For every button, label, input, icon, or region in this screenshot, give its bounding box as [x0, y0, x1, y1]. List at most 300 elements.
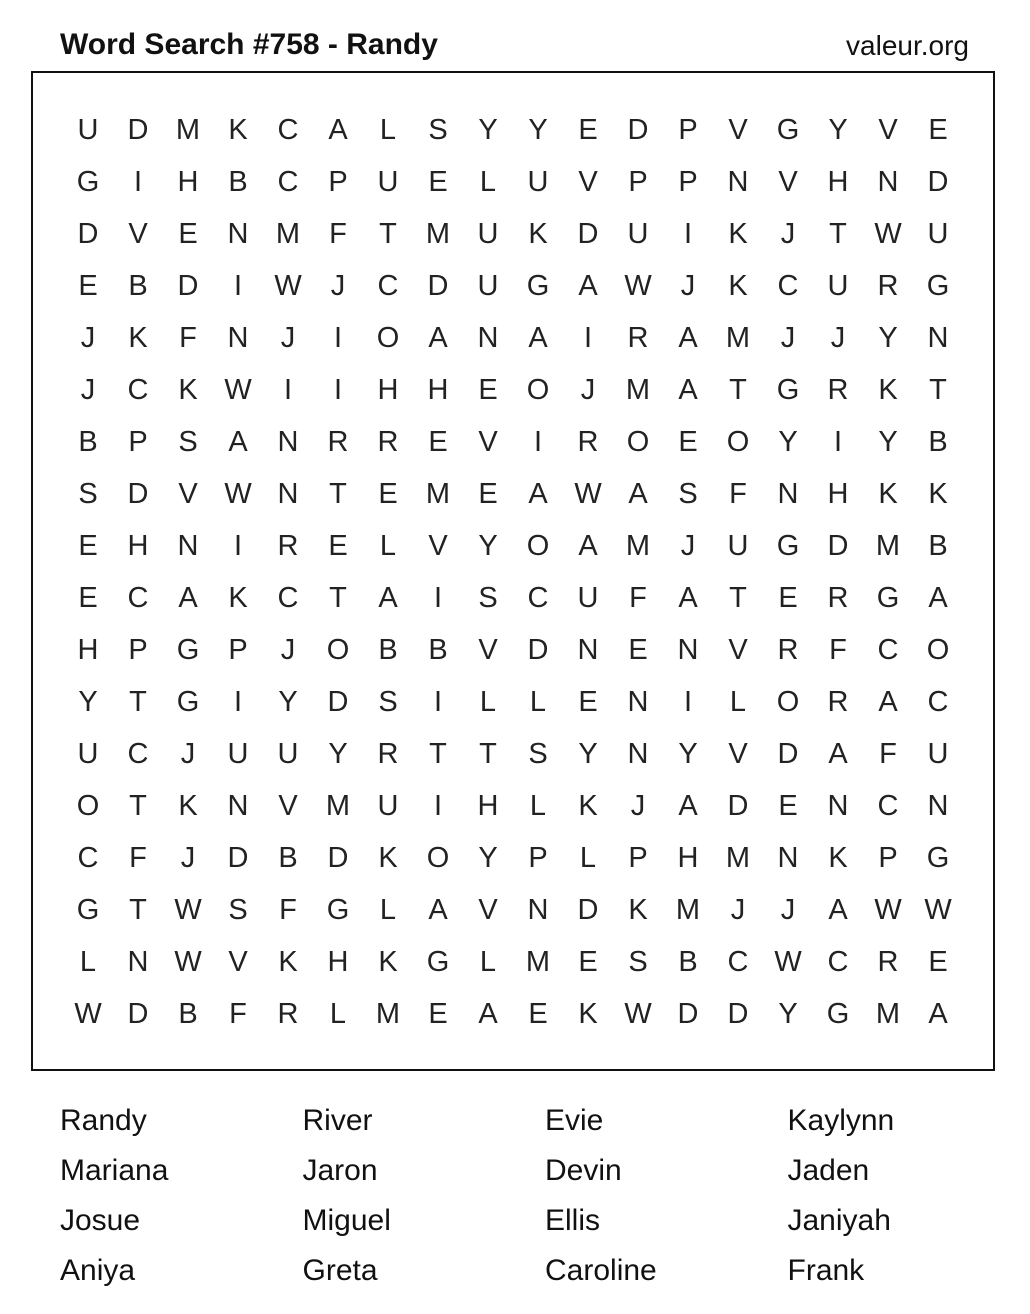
grid-cell[interactable]: P — [628, 165, 648, 198]
grid-cell[interactable]: W — [274, 269, 302, 302]
grid-cell[interactable]: M — [275, 217, 301, 250]
grid-cell[interactable]: K — [178, 789, 198, 822]
grid-cell[interactable]: S — [78, 477, 98, 510]
grid-cell[interactable]: J — [780, 217, 796, 250]
grid-cell[interactable]: N — [777, 477, 799, 510]
grid-cell[interactable]: F — [829, 633, 847, 666]
grid-cell[interactable]: F — [229, 997, 247, 1030]
grid-cell[interactable]: U — [227, 737, 249, 770]
grid-cell[interactable]: V — [228, 945, 248, 978]
grid-cell[interactable]: M — [875, 529, 901, 562]
grid-cell[interactable]: G — [926, 269, 950, 302]
grid-cell[interactable]: J — [580, 373, 596, 406]
grid-cell[interactable]: T — [129, 893, 147, 926]
grid-cell[interactable]: N — [927, 321, 949, 354]
grid-cell[interactable]: L — [579, 841, 597, 874]
grid-cell[interactable]: Y — [78, 685, 98, 718]
grid-cell[interactable]: R — [577, 425, 599, 458]
grid-cell[interactable]: C — [277, 165, 299, 198]
grid-cell[interactable]: D — [827, 529, 849, 562]
grid-cell[interactable]: G — [876, 581, 900, 614]
grid-cell[interactable]: N — [877, 165, 899, 198]
grid-cell[interactable]: D — [227, 841, 249, 874]
grid-cell[interactable]: Y — [478, 841, 498, 874]
grid-cell[interactable]: G — [176, 685, 200, 718]
grid-cell[interactable]: K — [628, 893, 648, 926]
grid-cell[interactable]: H — [827, 477, 849, 510]
grid-cell[interactable]: L — [529, 789, 547, 822]
grid-cell[interactable]: Y — [828, 113, 848, 146]
grid-cell[interactable]: T — [129, 789, 147, 822]
grid-cell[interactable]: S — [428, 113, 448, 146]
grid-cell[interactable]: A — [428, 321, 448, 354]
grid-cell[interactable]: E — [78, 529, 98, 562]
grid-cell[interactable]: N — [477, 321, 499, 354]
grid-cell[interactable]: D — [527, 633, 549, 666]
grid-cell[interactable]: A — [678, 581, 698, 614]
grid-cell[interactable]: A — [678, 321, 698, 354]
grid-cell[interactable]: N — [177, 529, 199, 562]
grid-cell[interactable]: A — [428, 893, 448, 926]
grid-cell[interactable]: K — [878, 477, 898, 510]
grid-cell[interactable]: T — [479, 737, 497, 770]
grid-cell[interactable]: M — [425, 477, 451, 510]
grid-cell[interactable]: I — [433, 685, 443, 718]
grid-cell[interactable]: L — [79, 945, 97, 978]
grid-cell[interactable]: E — [428, 165, 448, 198]
grid-cell[interactable]: B — [228, 165, 248, 198]
grid-cell[interactable]: V — [478, 425, 498, 458]
grid-cell[interactable]: J — [780, 321, 796, 354]
grid-cell[interactable]: M — [675, 893, 701, 926]
grid-cell[interactable]: U — [727, 529, 749, 562]
grid-cell[interactable]: U — [477, 269, 499, 302]
grid-cell[interactable]: E — [928, 113, 948, 146]
grid-cell[interactable]: B — [378, 633, 398, 666]
grid-cell[interactable]: M — [725, 321, 751, 354]
grid-cell[interactable]: K — [228, 113, 248, 146]
grid-cell[interactable]: I — [133, 165, 143, 198]
grid-cell[interactable]: D — [327, 841, 349, 874]
grid-cell[interactable]: S — [178, 425, 198, 458]
grid-cell[interactable]: B — [928, 529, 948, 562]
grid-cell[interactable]: E — [328, 529, 348, 562]
grid-cell[interactable]: O — [426, 841, 450, 874]
grid-cell[interactable]: A — [178, 581, 198, 614]
grid-cell[interactable]: H — [427, 373, 449, 406]
grid-cell[interactable]: C — [77, 841, 99, 874]
grid-cell[interactable]: L — [329, 997, 347, 1030]
grid-cell[interactable]: G — [176, 633, 200, 666]
grid-cell[interactable]: N — [577, 633, 599, 666]
grid-cell[interactable]: V — [278, 789, 298, 822]
grid-cell[interactable]: G — [76, 165, 100, 198]
grid-cell[interactable]: E — [778, 789, 798, 822]
grid-cell[interactable]: C — [777, 269, 799, 302]
grid-cell[interactable]: R — [277, 529, 299, 562]
grid-cell[interactable]: J — [680, 269, 696, 302]
grid-cell[interactable]: G — [76, 893, 100, 926]
grid-cell[interactable]: R — [377, 425, 399, 458]
grid-cell[interactable]: K — [228, 581, 248, 614]
grid-cell[interactable]: D — [127, 477, 149, 510]
grid-cell[interactable]: N — [727, 165, 749, 198]
grid-cell[interactable]: F — [879, 737, 897, 770]
grid-cell[interactable]: P — [128, 425, 148, 458]
grid-cell[interactable]: E — [578, 685, 598, 718]
grid-cell[interactable]: V — [178, 477, 198, 510]
grid-cell[interactable]: F — [129, 841, 147, 874]
grid-cell[interactable]: U — [927, 217, 949, 250]
grid-cell[interactable]: O — [726, 425, 750, 458]
grid-cell[interactable]: H — [677, 841, 699, 874]
grid-cell[interactable]: J — [80, 321, 96, 354]
grid-cell[interactable]: E — [578, 113, 598, 146]
grid-cell[interactable]: G — [776, 373, 800, 406]
grid-cell[interactable]: I — [283, 373, 293, 406]
grid-cell[interactable]: B — [928, 425, 948, 458]
grid-cell[interactable]: O — [776, 685, 800, 718]
grid-cell[interactable]: P — [678, 113, 698, 146]
grid-cell[interactable]: C — [277, 113, 299, 146]
grid-cell[interactable]: N — [277, 477, 299, 510]
grid-cell[interactable]: B — [678, 945, 698, 978]
grid-cell[interactable]: U — [77, 737, 99, 770]
grid-cell[interactable]: J — [80, 373, 96, 406]
grid-cell[interactable]: D — [777, 737, 799, 770]
grid-cell[interactable]: T — [929, 373, 947, 406]
grid-cell[interactable]: V — [478, 893, 498, 926]
grid-cell[interactable]: A — [828, 893, 848, 926]
grid-cell[interactable]: M — [875, 997, 901, 1030]
grid-cell[interactable]: K — [928, 477, 948, 510]
grid-cell[interactable]: E — [78, 581, 98, 614]
grid-cell[interactable]: D — [627, 113, 649, 146]
grid-cell[interactable]: I — [433, 581, 443, 614]
grid-cell[interactable]: T — [829, 217, 847, 250]
grid-cell[interactable]: T — [379, 217, 397, 250]
grid-cell[interactable]: E — [378, 477, 398, 510]
grid-cell[interactable]: I — [683, 217, 693, 250]
grid-cell[interactable]: Y — [778, 997, 798, 1030]
grid-cell[interactable]: Y — [328, 737, 348, 770]
grid-cell[interactable]: T — [329, 477, 347, 510]
grid-cell[interactable]: H — [177, 165, 199, 198]
grid-cell[interactable]: M — [325, 789, 351, 822]
grid-cell[interactable]: K — [378, 945, 398, 978]
grid-cell[interactable]: J — [180, 737, 196, 770]
grid-cell[interactable]: V — [578, 165, 598, 198]
grid-cell[interactable]: D — [577, 217, 599, 250]
grid-cell[interactable]: T — [429, 737, 447, 770]
grid-cell[interactable]: D — [427, 269, 449, 302]
grid-cell[interactable]: V — [778, 165, 798, 198]
grid-cell[interactable]: S — [678, 477, 698, 510]
grid-cell[interactable]: D — [577, 893, 599, 926]
grid-cell[interactable]: C — [927, 685, 949, 718]
grid-cell[interactable]: D — [77, 217, 99, 250]
grid-cell[interactable]: A — [378, 581, 398, 614]
grid-cell[interactable]: K — [878, 373, 898, 406]
grid-cell[interactable]: D — [927, 165, 949, 198]
grid-cell[interactable]: W — [874, 893, 902, 926]
grid-cell[interactable]: J — [630, 789, 646, 822]
grid-cell[interactable]: J — [280, 633, 296, 666]
grid-cell[interactable]: C — [127, 581, 149, 614]
grid-cell[interactable]: T — [729, 581, 747, 614]
grid-cell[interactable]: I — [233, 529, 243, 562]
grid-cell[interactable]: S — [228, 893, 248, 926]
grid-cell[interactable]: A — [678, 373, 698, 406]
grid-cell[interactable]: B — [78, 425, 98, 458]
grid-cell[interactable]: A — [678, 789, 698, 822]
grid-cell[interactable]: J — [330, 269, 346, 302]
grid-cell[interactable]: N — [227, 217, 249, 250]
grid-cell[interactable]: J — [730, 893, 746, 926]
grid-cell[interactable]: G — [776, 113, 800, 146]
grid-cell[interactable]: G — [926, 841, 950, 874]
grid-cell[interactable]: S — [628, 945, 648, 978]
grid-cell[interactable]: P — [878, 841, 898, 874]
grid-cell[interactable]: F — [729, 477, 747, 510]
grid-cell[interactable]: I — [233, 269, 243, 302]
grid-cell[interactable]: K — [578, 997, 598, 1030]
grid-cell[interactable]: P — [128, 633, 148, 666]
grid-cell[interactable]: W — [624, 997, 652, 1030]
grid-cell[interactable]: A — [528, 321, 548, 354]
grid-cell[interactable]: P — [678, 165, 698, 198]
grid-cell[interactable]: C — [127, 737, 149, 770]
grid-cell[interactable]: L — [529, 685, 547, 718]
grid-cell[interactable]: N — [627, 685, 649, 718]
grid-cell[interactable]: K — [728, 269, 748, 302]
grid-cell[interactable]: V — [728, 113, 748, 146]
grid-cell[interactable]: E — [528, 997, 548, 1030]
grid-cell[interactable]: S — [528, 737, 548, 770]
grid-cell[interactable]: K — [178, 373, 198, 406]
grid-cell[interactable]: R — [377, 737, 399, 770]
grid-cell[interactable]: A — [928, 997, 948, 1030]
grid-cell[interactable]: E — [578, 945, 598, 978]
grid-cell[interactable]: E — [478, 373, 498, 406]
grid-cell[interactable]: E — [928, 945, 948, 978]
grid-cell[interactable]: R — [877, 945, 899, 978]
grid-cell[interactable]: W — [74, 997, 102, 1030]
grid-cell[interactable]: V — [428, 529, 448, 562]
grid-cell[interactable]: E — [78, 269, 98, 302]
grid-cell[interactable]: V — [128, 217, 148, 250]
grid-cell[interactable]: H — [377, 373, 399, 406]
grid-cell[interactable]: W — [624, 269, 652, 302]
grid-cell[interactable]: E — [428, 425, 448, 458]
grid-cell[interactable]: I — [583, 321, 593, 354]
grid-cell[interactable]: L — [479, 685, 497, 718]
grid-cell[interactable]: Y — [678, 737, 698, 770]
grid-cell[interactable]: E — [778, 581, 798, 614]
grid-cell[interactable]: A — [628, 477, 648, 510]
grid-cell[interactable]: I — [683, 685, 693, 718]
grid-cell[interactable]: U — [77, 113, 99, 146]
grid-cell[interactable]: K — [278, 945, 298, 978]
grid-cell[interactable]: D — [727, 789, 749, 822]
grid-cell[interactable]: G — [826, 997, 850, 1030]
grid-cell[interactable]: B — [178, 997, 198, 1030]
grid-cell[interactable]: A — [478, 997, 498, 1030]
grid-cell[interactable]: L — [729, 685, 747, 718]
grid-cell[interactable]: O — [376, 321, 400, 354]
grid-cell[interactable]: C — [877, 789, 899, 822]
grid-cell[interactable]: P — [228, 633, 248, 666]
grid-cell[interactable]: K — [578, 789, 598, 822]
grid-cell[interactable]: K — [128, 321, 148, 354]
grid-cell[interactable]: N — [927, 789, 949, 822]
grid-cell[interactable]: O — [76, 789, 100, 822]
grid-cell[interactable]: K — [728, 217, 748, 250]
grid-cell[interactable]: B — [278, 841, 298, 874]
grid-cell[interactable]: K — [378, 841, 398, 874]
grid-cell[interactable]: G — [526, 269, 550, 302]
grid-cell[interactable]: Y — [778, 425, 798, 458]
grid-cell[interactable]: B — [128, 269, 148, 302]
grid-cell[interactable]: M — [375, 997, 401, 1030]
grid-cell[interactable]: D — [327, 685, 349, 718]
grid-cell[interactable]: C — [727, 945, 749, 978]
grid-cell[interactable]: J — [280, 321, 296, 354]
grid-cell[interactable]: B — [428, 633, 448, 666]
grid-cell[interactable]: V — [728, 737, 748, 770]
grid-cell[interactable]: L — [379, 529, 397, 562]
grid-cell[interactable]: N — [827, 789, 849, 822]
grid-cell[interactable]: A — [578, 269, 598, 302]
grid-cell[interactable]: W — [774, 945, 802, 978]
grid-cell[interactable]: J — [830, 321, 846, 354]
grid-cell[interactable]: G — [326, 893, 350, 926]
grid-cell[interactable]: C — [377, 269, 399, 302]
grid-cell[interactable]: A — [328, 113, 348, 146]
grid-cell[interactable]: L — [379, 893, 397, 926]
grid-cell[interactable]: M — [175, 113, 201, 146]
grid-cell[interactable]: O — [526, 373, 550, 406]
grid-cell[interactable]: F — [279, 893, 297, 926]
grid-cell[interactable]: V — [478, 633, 498, 666]
grid-cell[interactable]: H — [77, 633, 99, 666]
grid-cell[interactable]: N — [227, 789, 249, 822]
grid-cell[interactable]: O — [326, 633, 350, 666]
grid-cell[interactable]: U — [477, 217, 499, 250]
grid-cell[interactable]: M — [625, 373, 651, 406]
grid-cell[interactable]: N — [277, 425, 299, 458]
grid-cell[interactable]: N — [627, 737, 649, 770]
grid-cell[interactable]: L — [479, 945, 497, 978]
grid-cell[interactable]: E — [178, 217, 198, 250]
grid-cell[interactable]: W — [924, 893, 952, 926]
grid-cell[interactable]: A — [528, 477, 548, 510]
grid-cell[interactable]: L — [379, 113, 397, 146]
grid-cell[interactable]: K — [528, 217, 548, 250]
grid-cell[interactable]: H — [827, 165, 849, 198]
grid-cell[interactable]: E — [628, 633, 648, 666]
grid-cell[interactable]: C — [127, 373, 149, 406]
grid-cell[interactable]: F — [629, 581, 647, 614]
grid-cell[interactable]: J — [180, 841, 196, 874]
grid-cell[interactable]: M — [725, 841, 751, 874]
grid-cell[interactable]: Y — [878, 425, 898, 458]
grid-cell[interactable]: P — [328, 165, 348, 198]
grid-cell[interactable]: D — [677, 997, 699, 1030]
grid-cell[interactable]: U — [827, 269, 849, 302]
grid-cell[interactable]: R — [327, 425, 349, 458]
grid-cell[interactable]: U — [377, 165, 399, 198]
grid-cell[interactable]: J — [680, 529, 696, 562]
grid-cell[interactable]: G — [776, 529, 800, 562]
grid-cell[interactable]: W — [574, 477, 602, 510]
grid-cell[interactable]: G — [426, 945, 450, 978]
grid-cell[interactable]: U — [627, 217, 649, 250]
grid-cell[interactable]: D — [127, 997, 149, 1030]
grid-cell[interactable]: A — [228, 425, 248, 458]
grid-cell[interactable]: P — [528, 841, 548, 874]
grid-cell[interactable]: U — [577, 581, 599, 614]
grid-cell[interactable]: E — [478, 477, 498, 510]
grid-cell[interactable]: R — [827, 685, 849, 718]
grid-cell[interactable]: H — [477, 789, 499, 822]
grid-cell[interactable]: S — [378, 685, 398, 718]
grid-cell[interactable]: U — [927, 737, 949, 770]
grid-cell[interactable]: P — [628, 841, 648, 874]
grid-cell[interactable]: Y — [878, 321, 898, 354]
grid-cell[interactable]: C — [877, 633, 899, 666]
grid-cell[interactable]: N — [227, 321, 249, 354]
grid-cell[interactable]: O — [626, 425, 650, 458]
grid-cell[interactable]: R — [627, 321, 649, 354]
grid-cell[interactable]: U — [377, 789, 399, 822]
grid-cell[interactable]: H — [127, 529, 149, 562]
grid-cell[interactable]: E — [428, 997, 448, 1030]
grid-cell[interactable]: N — [127, 945, 149, 978]
grid-cell[interactable]: C — [527, 581, 549, 614]
grid-cell[interactable]: N — [677, 633, 699, 666]
grid-cell[interactable]: V — [728, 633, 748, 666]
grid-cell[interactable]: W — [224, 373, 252, 406]
grid-cell[interactable]: U — [527, 165, 549, 198]
grid-cell[interactable]: M — [425, 217, 451, 250]
grid-cell[interactable]: V — [878, 113, 898, 146]
grid-cell[interactable]: I — [433, 789, 443, 822]
grid-cell[interactable]: W — [174, 893, 202, 926]
grid-cell[interactable]: R — [277, 997, 299, 1030]
grid-cell[interactable]: S — [478, 581, 498, 614]
grid-cell[interactable]: Y — [478, 113, 498, 146]
grid-cell[interactable]: A — [878, 685, 898, 718]
grid-cell[interactable]: F — [329, 217, 347, 250]
grid-cell[interactable]: C — [277, 581, 299, 614]
grid-cell[interactable]: D — [727, 997, 749, 1030]
grid-cell[interactable]: N — [527, 893, 549, 926]
grid-cell[interactable]: M — [625, 529, 651, 562]
grid-cell[interactable]: U — [277, 737, 299, 770]
grid-cell[interactable]: A — [578, 529, 598, 562]
grid-cell[interactable]: H — [327, 945, 349, 978]
grid-cell[interactable]: Y — [478, 529, 498, 562]
grid-cell[interactable]: T — [729, 373, 747, 406]
grid-cell[interactable]: W — [224, 477, 252, 510]
grid-cell[interactable]: R — [877, 269, 899, 302]
grid-cell[interactable]: O — [526, 529, 550, 562]
grid-cell[interactable]: I — [833, 425, 843, 458]
grid-cell[interactable]: D — [127, 113, 149, 146]
grid-cell[interactable]: N — [777, 841, 799, 874]
grid-cell[interactable]: E — [678, 425, 698, 458]
